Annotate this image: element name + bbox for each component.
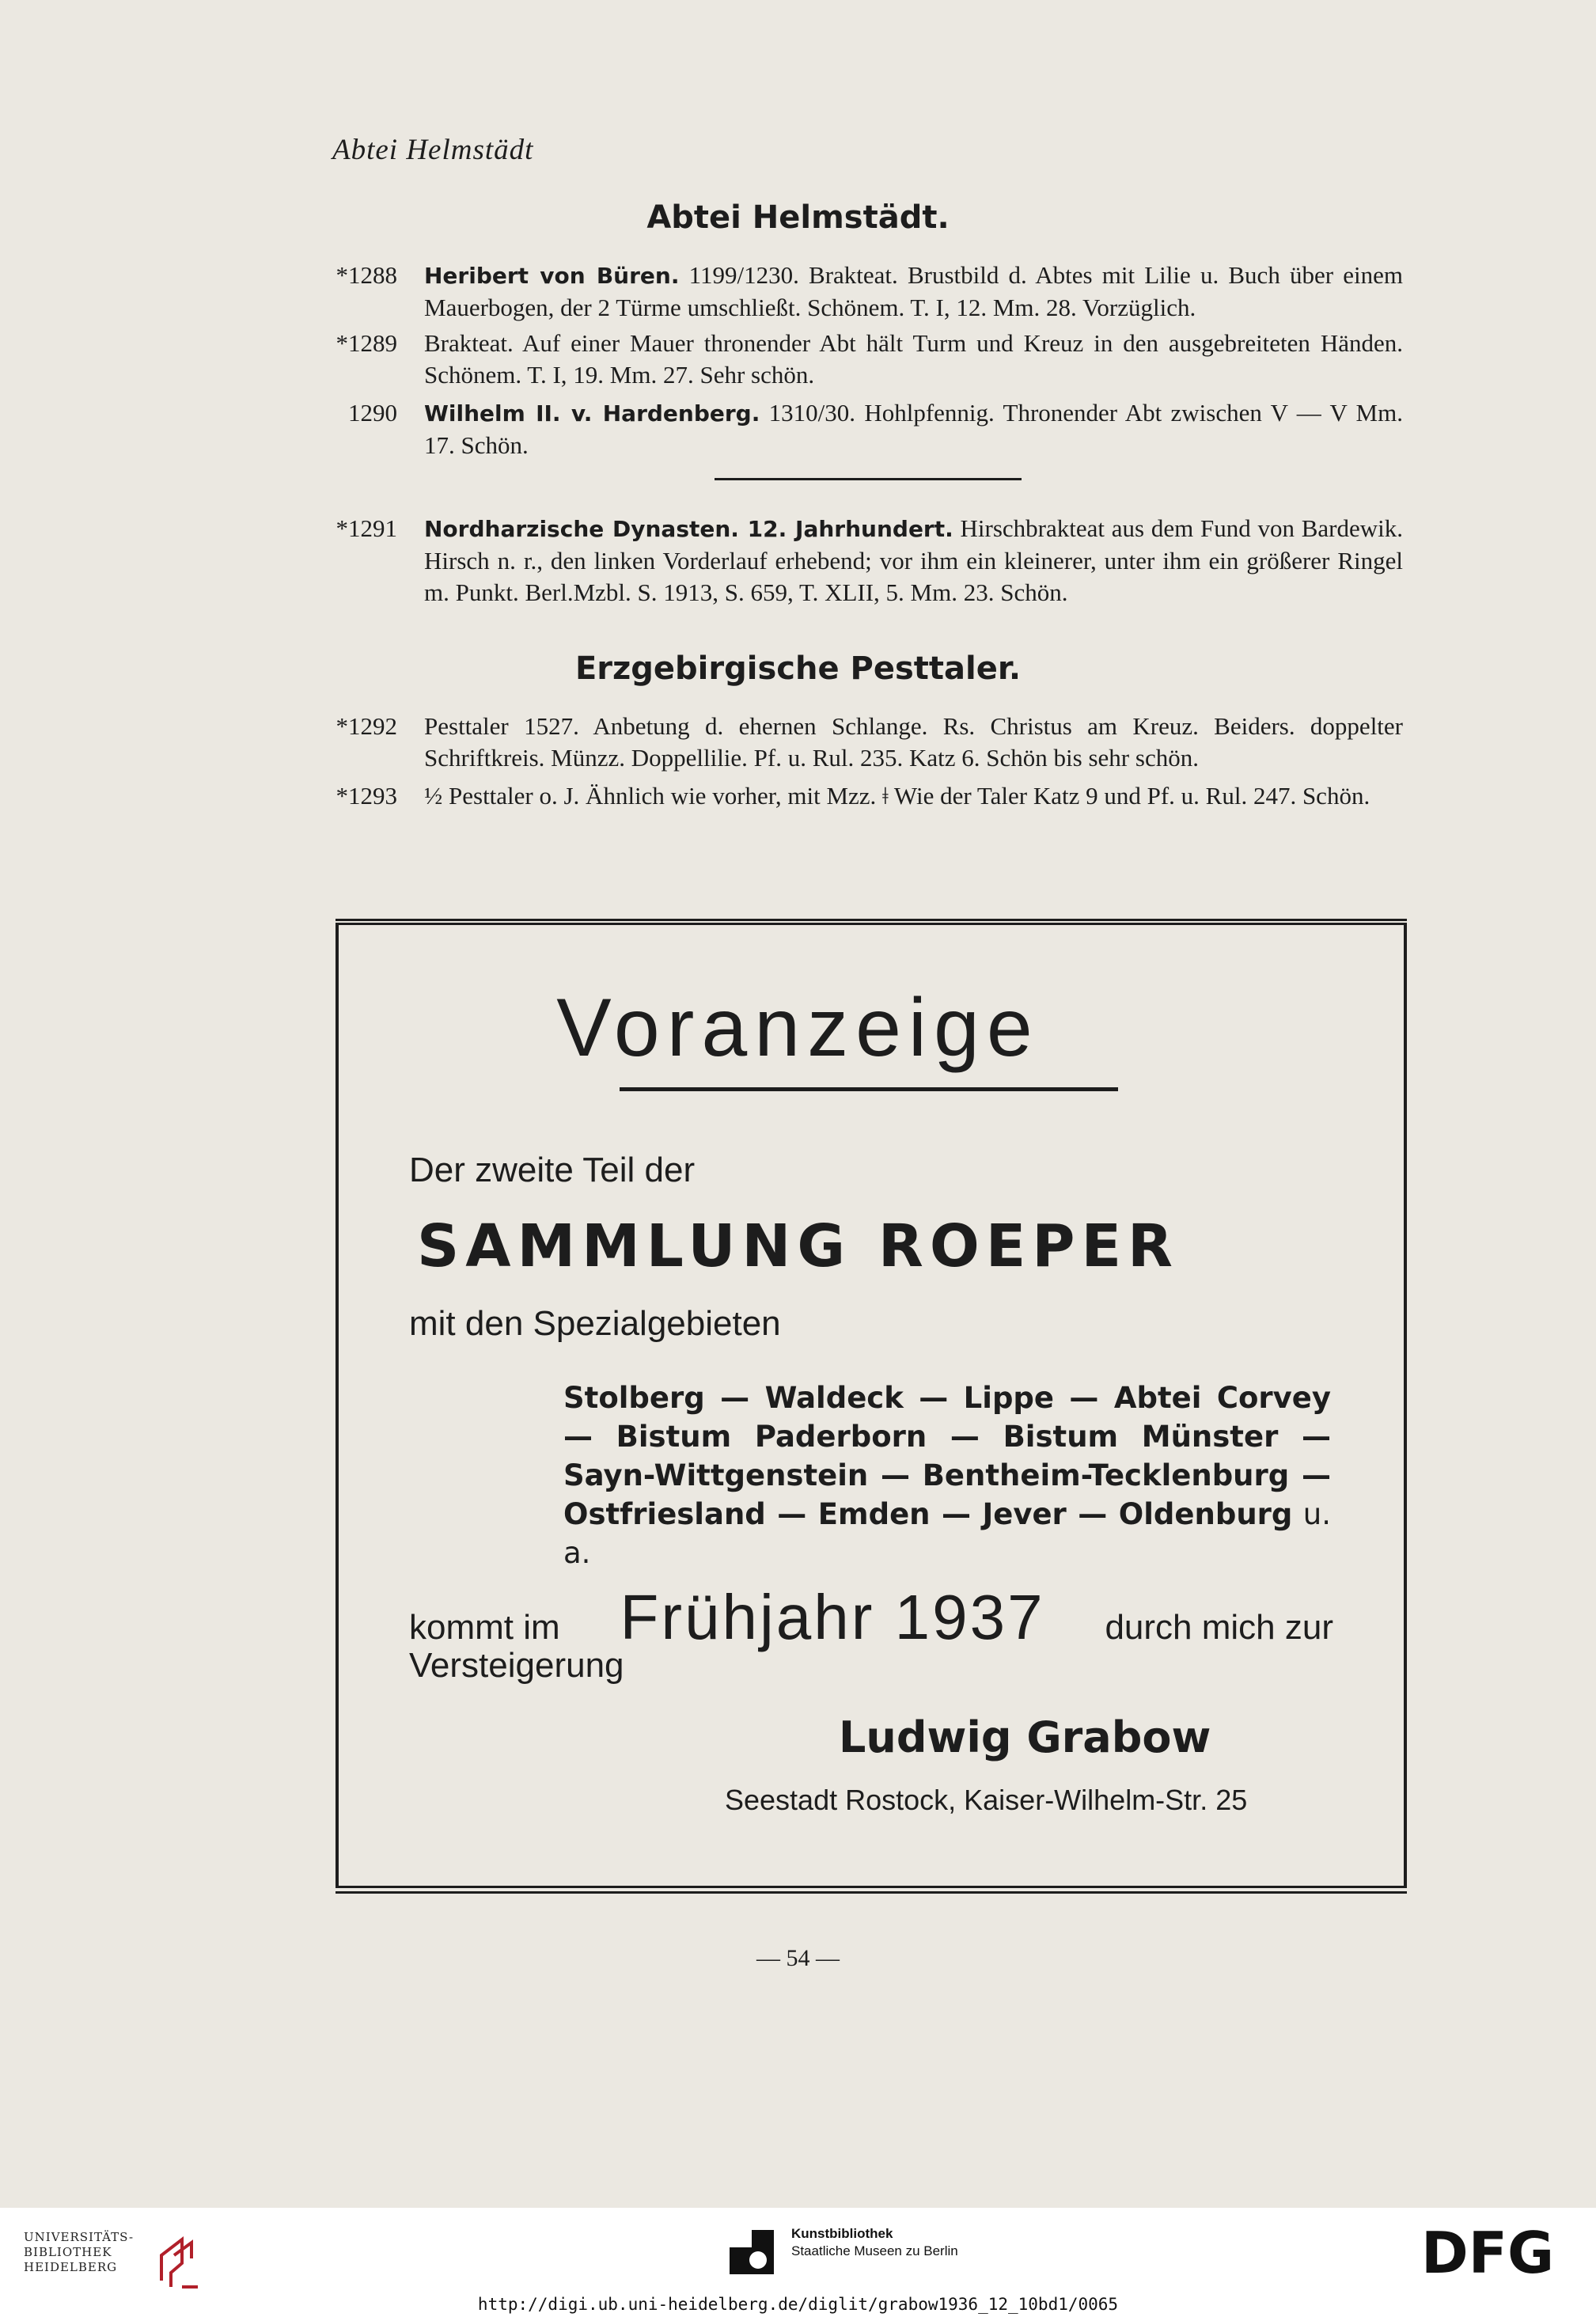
ad-dealer-address: Seestadt Rostock, Kaiser-Wilhelm-Str. 25 xyxy=(725,1784,1248,1816)
ad-frame-bottom xyxy=(336,1891,1407,1894)
catalog-entry xyxy=(331,513,1403,609)
ad-date: Frühjahr 1937 xyxy=(620,1582,1045,1652)
lot-name: Wilhelm II. v. Hardenberg. xyxy=(424,400,760,427)
kb-subtitle: Staatliche Museen zu Berlin xyxy=(791,2243,958,2258)
section-divider xyxy=(715,478,1022,480)
ad-dealer-name: Ludwig Grabow xyxy=(839,1712,1211,1762)
lot-description: Brakteat. Auf einer Mauer thronender Abt hält Turm und Kreuz in den ausgebreiteten Händen. Schönem. T. I, 19. Mm. 27. Sehr schön. xyxy=(424,329,1403,389)
ad-collection-title: SAMMLUNG ROEPER xyxy=(416,1212,1180,1280)
lot-name: Heribert von Büren. xyxy=(424,263,680,289)
catalog-entry xyxy=(331,260,1403,324)
catalog-entry xyxy=(331,780,1403,812)
lot-number: *1288 xyxy=(336,261,397,289)
lot-number: *1291 xyxy=(336,514,397,542)
catalog-entry xyxy=(331,328,1403,391)
ad-intro: Der zweite Teil der xyxy=(409,1151,696,1189)
page-url[interactable]: http://digi.ub.uni-heidelberg.de/diglit/grabow1936_12_10bd1/0065 xyxy=(477,2295,1119,2314)
viewer-footer xyxy=(0,2208,1596,2317)
kunstbibliothek-mark-icon xyxy=(728,2228,775,2276)
lot-name: Nordharzische Dynasten. 12. Jahrhundert. xyxy=(424,516,953,542)
lot-number: *1292 xyxy=(336,712,397,740)
ad-regions xyxy=(563,1378,1331,1572)
lot-number: *1289 xyxy=(336,329,397,357)
dfg-logo[interactable] xyxy=(1421,2225,1571,2284)
ad-line-post: durch mich zur xyxy=(1105,1608,1333,1647)
ad-line2: Versteigerung xyxy=(409,1646,624,1685)
lot-description: Hirschbrakteat aus dem Fund von Bardewik. Hirsch n. r., den linken Vorderlauf erhebend; vor ihm ein kleinerer, unter ihm ein größerer Ringel m. Punkt. Berl.Mzbl. S. 1913, S. 659, T. XLII, 5. Mm. 23. Schön. xyxy=(424,514,1403,606)
kb-title: Kunstbibliothek xyxy=(791,2226,893,2241)
ad-frame-top xyxy=(336,919,1407,921)
svg-text:DFG: DFG xyxy=(1421,2225,1555,2281)
catalog-entry xyxy=(331,397,1403,461)
catalog-entry xyxy=(331,711,1403,774)
ad-regions-list: Stolberg — Waldeck — Lippe — Abtei Corvey — Bistum Paderborn — Bistum Münster — Sayn-Wittgenstein — Bentheim-Tecklenburg — Ostfriesland — Emden — Jever — Oldenburg xyxy=(563,1381,1331,1531)
ad-auction-line xyxy=(409,1581,1333,1654)
ad-subtitle: mit den Spezialgebieten xyxy=(409,1304,781,1343)
section-title-pesttaler: Erzgebirgische Pesttaler. xyxy=(574,650,1022,687)
dfg-logo-graphic xyxy=(1421,2225,1571,2281)
page-number: — 54 — xyxy=(756,1945,840,1971)
lot-description: Pesttaler 1527. Anbetung d. ehernen Schlange. Rs. Christus am Kreuz. Beiders. doppelter Schriftkreis. Münzz. Doppellilie. Pf. u. Rul. 235. Katz 6. Schön bis sehr schön. xyxy=(424,712,1403,772)
section-title-helmstaedt: Abtei Helmstädt. xyxy=(646,199,950,236)
ub-logo-text: UNIVERSITÄTS- BIBLIOTHEK HEIDELBERG xyxy=(24,2230,135,2274)
ub-mark-icon xyxy=(150,2232,214,2295)
lot-description: 1310/30. Hohlpfennig. Thronender Abt zwischen V — V Mm. 17. Schön. xyxy=(424,399,1403,459)
ad-heading: Voranzeige xyxy=(556,982,1040,1074)
ub-heidelberg-logo[interactable] xyxy=(24,2230,198,2293)
lot-number: *1293 xyxy=(336,782,397,810)
ad-line-pre: kommt im xyxy=(409,1608,560,1647)
lot-description: ½ Pesttaler o. J. Ähnlich wie vorher, mit Mzz. ǂ Wie der Taler Katz 9 und Pf. u. Rul. 247. Schön. xyxy=(424,782,1370,810)
lot-number: 1290 xyxy=(348,399,397,427)
ad-regions-suffix: u. a. xyxy=(563,1497,1331,1570)
lot-description: 1199/1230. Brakteat. Brustbild d. Abtes mit Lilie u. Buch über einem Mauerbogen, der 2 Türme umschließt. Schönem. T. I, 12. Mm. 28. Vorzüglich. xyxy=(424,261,1403,321)
running-head: Abtei Helmstädt xyxy=(332,134,534,166)
ad-heading-underline xyxy=(620,1087,1118,1091)
